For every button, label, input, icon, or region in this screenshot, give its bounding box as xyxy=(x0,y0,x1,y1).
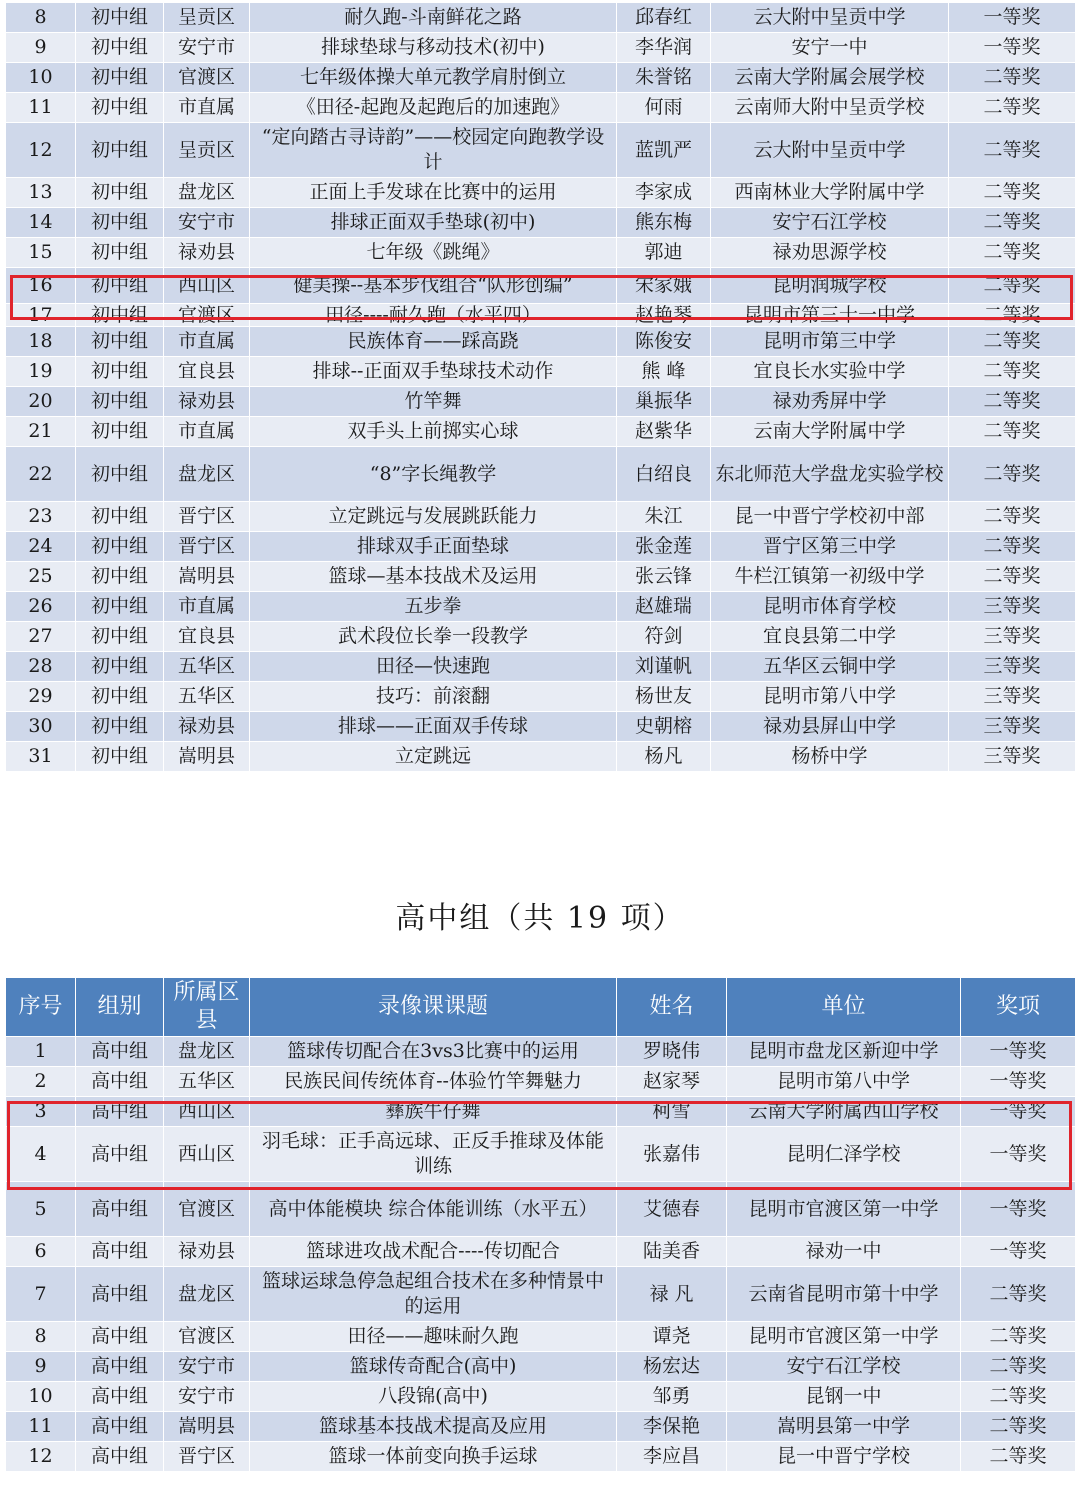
header-title: 录像课课题 xyxy=(250,978,617,1037)
table-row: 7 高中组 盘龙区 篮球运球急停急起组合技术在多种情景中的运用 禄 凡 云南省昆明市第十中学 二等奖 xyxy=(6,1267,1076,1322)
table-row: 26 初中组 市直属 五步拳 赵雄瑞 昆明市体育学校 三等奖 xyxy=(6,592,1076,622)
table-row: 19 初中组 宜良县 排球--正面双手垫球技术动作 熊 峰 宜良长水实验中学 二等奖 xyxy=(6,357,1076,387)
table-row: 23 初中组 晋宁区 立定跳远与发展跳跃能力 朱江 昆一中晋宁学校初中部 二等奖 xyxy=(6,502,1076,532)
table-row: 15 初中组 禄劝县 七年级《跳绳》 郭迪 禄劝思源学校 二等奖 xyxy=(6,238,1076,268)
senior-results-table xyxy=(5,977,1076,1472)
highlight-box-junior-16 xyxy=(10,275,1073,320)
table-row: 14 初中组 安宁市 排球正面双手垫球(初中) 熊东梅 安宁石江学校 二等奖 xyxy=(6,208,1076,238)
table-row: 10 初中组 官渡区 七年级体操大单元教学肩肘倒立 朱誉铭 云南大学附属会展学校 二等奖 xyxy=(6,63,1076,93)
table-row: 16 初中组 西山区 健美操--基本步伐组合“队形创编” 宋家娥 昆明润城学校 二等奖 xyxy=(6,268,1076,304)
header-unit: 单位 xyxy=(727,978,961,1037)
table-row: 1 高中组 盘龙区 篮球传切配合在3vs3比赛中的运用 罗晓伟 昆明市盘龙区新迎中学 一等奖 xyxy=(6,1037,1076,1067)
table-row: 9 初中组 安宁市 排球垫球与移动技术(初中) 李华润 安宁一中 一等奖 xyxy=(6,33,1076,63)
table-row: 30 初中组 禄劝县 排球——正面双手传球 史朝榕 禄劝县屏山中学 三等奖 xyxy=(6,712,1076,742)
table-row: 9 高中组 安宁市 篮球传奇配合(高中) 杨宏达 安宁石江学校 二等奖 xyxy=(6,1352,1076,1382)
table-row: 6 高中组 禄劝县 篮球进攻战术配合----传切配合 陆美香 禄劝一中 一等奖 xyxy=(6,1237,1076,1267)
header-group: 组别 xyxy=(76,978,164,1037)
table-row: 21 初中组 市直属 双手头上前掷实心球 赵紫华 云南大学附属中学 二等奖 xyxy=(6,417,1076,447)
table-row: 25 初中组 嵩明县 篮球—基本技战术及运用 张云锋 牛栏江镇第一初级中学 二等奖 xyxy=(6,562,1076,592)
table-row: 3 高中组 西山区 彝族牛仔舞 柯雪 云南大学附属西山学校 一等奖 xyxy=(6,1097,1076,1127)
table-row: 28 初中组 五华区 田径—快速跑 刘谨帆 五华区云铜中学 三等奖 xyxy=(6,652,1076,682)
table-row: 10 高中组 安宁市 八段锦(高中) 邹勇 昆钢一中 二等奖 xyxy=(6,1382,1076,1412)
table-row: 24 初中组 晋宁区 排球双手正面垫球 张金莲 晋宁区第三中学 二等奖 xyxy=(6,532,1076,562)
table-row: 11 高中组 嵩明县 篮球基本技战术提高及应用 李保艳 嵩明县第一中学 二等奖 xyxy=(6,1412,1076,1442)
highlight-box-senior-3-4 xyxy=(7,1101,1072,1190)
table-row: 2 高中组 五华区 民族民间传统体育--体验竹竿舞魅力 赵家琴 昆明市第八中学 一等奖 xyxy=(6,1067,1076,1097)
table-row: 22 初中组 盘龙区 “8”字长绳教学 白绍良 东北师范大学盘龙实验学校 二等奖 xyxy=(6,447,1076,502)
table-header-row xyxy=(6,978,1076,1037)
table-row: 17 初中组 官渡区 田径----耐久跑（水平四） 赵艳琴 昆明市第三十一中学 二等奖 xyxy=(6,304,1076,327)
table-row: 4 高中组 西山区 羽毛球：正手高远球、正反手推球及体能训练 张嘉伟 昆明仁泽学校 一等奖 xyxy=(6,1127,1076,1182)
table-row: 11 初中组 市直属 《田径-起跑及起跑后的加速跑》 何雨 云南师大附中呈贡学校 二等奖 xyxy=(6,93,1076,123)
table-row: 27 初中组 宜良县 武术段位长拳一段教学 符剑 宜良县第二中学 三等奖 xyxy=(6,622,1076,652)
header-name: 姓名 xyxy=(617,978,727,1037)
table-row: 13 初中组 盘龙区 正面上手发球在比赛中的运用 李家成 西南林业大学附属中学 二等奖 xyxy=(6,178,1076,208)
table-row: 31 初中组 嵩明县 立定跳远 杨凡 杨桥中学 三等奖 xyxy=(6,742,1076,772)
table-row: 20 初中组 禄劝县 竹竿舞 巢振华 禄劝秀屏中学 二等奖 xyxy=(6,387,1076,417)
header-no: 序号 xyxy=(6,978,76,1037)
table-row: 18 初中组 市直属 民族体育——踩高跷 陈俊安 昆明市第三中学 二等奖 xyxy=(6,327,1076,357)
table-row: 12 初中组 呈贡区 “定向踏古寻诗韵”——校园定向跑教学设计 蓝凯严 云大附中呈贡中学 二等奖 xyxy=(6,123,1076,178)
table-row: 29 初中组 五华区 技巧：前滚翻 杨世友 昆明市第八中学 三等奖 xyxy=(6,682,1076,712)
header-award: 奖项 xyxy=(961,978,1076,1037)
table-row: 12 高中组 晋宁区 篮球一体前变向换手运球 李应昌 昆一中晋宁学校 二等奖 xyxy=(6,1442,1076,1472)
header-district: 所属区县 xyxy=(164,978,250,1037)
section-title: 高中组（共 19 项） xyxy=(395,901,685,936)
table-row: 5 高中组 官渡区 高中体能模块 综合体能训练（水平五） 艾德春 昆明市官渡区第一中学 一等奖 xyxy=(6,1182,1076,1237)
junior-results-table xyxy=(5,2,1076,772)
table-row: 8 初中组 呈贡区 耐久跑-斗南鲜花之路 邱春红 云大附中呈贡中学 一等奖 xyxy=(6,3,1076,33)
table-row: 8 高中组 官渡区 田径——趣味耐久跑 谭尧 昆明市官渡区第一中学 二等奖 xyxy=(6,1322,1076,1352)
